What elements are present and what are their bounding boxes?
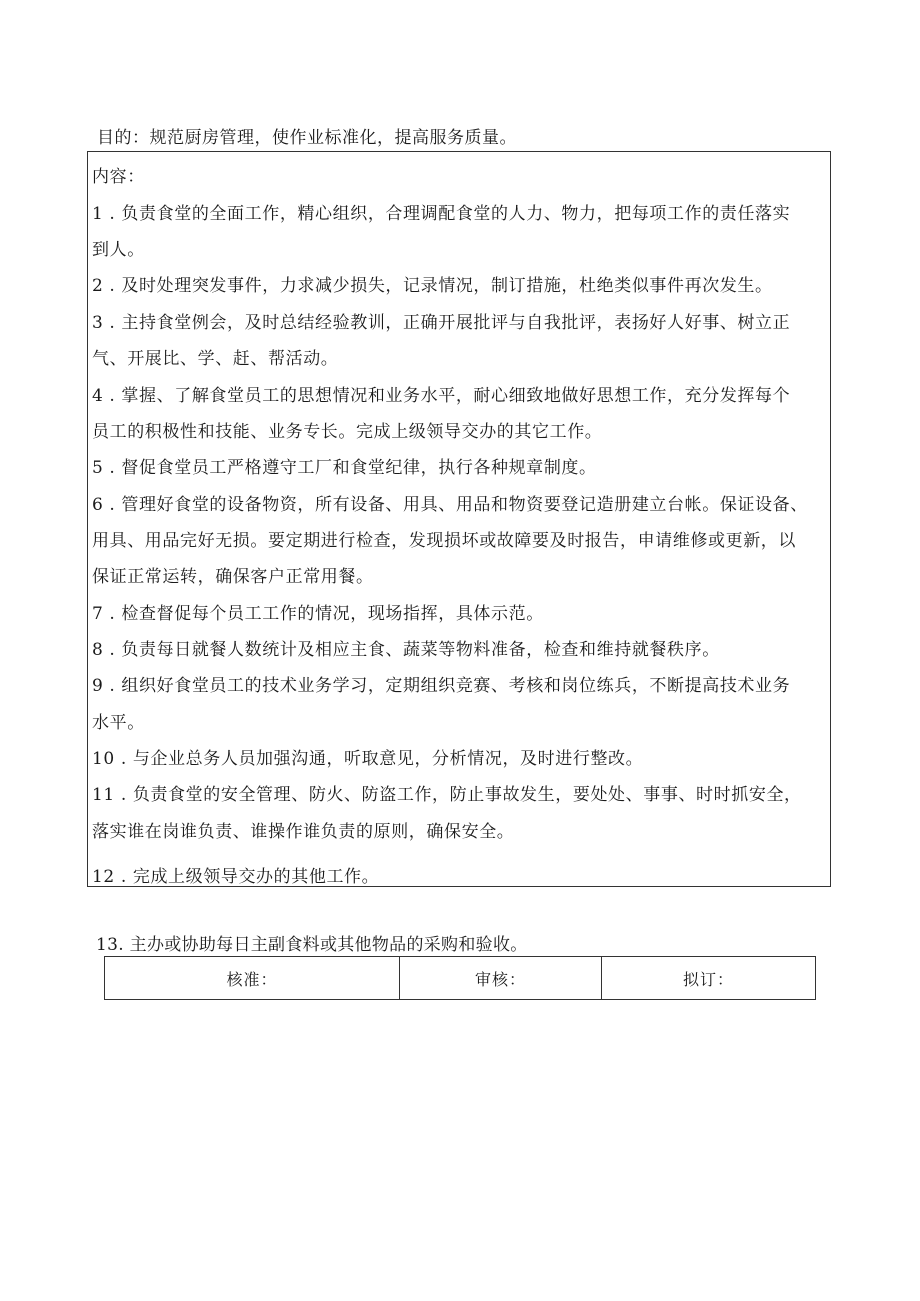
duty-line: 到人。 xyxy=(92,240,145,260)
duty-line: 水平。 xyxy=(92,713,145,733)
extra-duty-note: 13. 主办或协助每日主副食料或其他物品的采购和验收。 xyxy=(96,935,528,955)
duty-line: 3 . 主持食堂例会，及时总结经验教训，正确开展批评与自我批评，表扬好人好事、树立正 xyxy=(92,313,791,333)
duty-line: 11 . 负责食堂的安全管理、防火、防盗工作，防止事故发生，要处处、事事、时时抓安全， xyxy=(92,785,802,805)
duty-line: 保证正常运转，确保客户正常用餐。 xyxy=(92,567,374,587)
duty-line: 9 . 组织好食堂员工的技术业务学习，定期组织竞赛、考核和岗位练兵，不断提高技术业务 xyxy=(92,676,791,696)
purpose-statement: 目的：规范厨房管理，使作业标准化，提高服务质量。 xyxy=(97,128,517,148)
duty-line: 8 . 负责每日就餐人数统计及相应主食、蔬菜等物料准备，检查和维持就餐秩序。 xyxy=(92,640,720,660)
duty-line: 1 . 负责食堂的全面工作，精心组织，合理调配食堂的人力、物力，把每项工作的责任落实 xyxy=(92,204,791,224)
signoff-row xyxy=(105,957,816,1000)
duty-line: 10 . 与企业总务人员加强沟通，听取意见，分析情况，及时进行整改。 xyxy=(92,749,644,769)
duty-line: 5 . 督促食堂员工严格遵守工厂和食堂纪律，执行各种规章制度。 xyxy=(92,458,597,478)
duty-line: 落实谁在岗谁负责、谁操作谁负责的原则，确保安全。 xyxy=(92,822,515,842)
duty-line: 气、开展比、学、赶、帮活动。 xyxy=(92,349,339,369)
duty-line: 12 . 完成上级领导交办的其他工作。 xyxy=(92,867,380,887)
duty-line: 2 . 及时处理突发事件，力求减少损失，记录情况，制订措施，杜绝类似事件再次发生。 xyxy=(92,276,773,296)
draft-cell: 拟订： xyxy=(602,957,816,1000)
duty-line: 6 . 管理好食堂的设备物资，所有设备、用具、用品和物资要登记造册建立台帐。保证设备、 xyxy=(92,495,808,515)
content-heading: 内容： xyxy=(92,167,145,187)
duty-line: 用具、用品完好无损。要定期进行检查，发现损坏或故障要及时报告，申请维修或更新，以 xyxy=(92,531,796,551)
approve-cell: 核准： xyxy=(105,957,400,1000)
review-cell: 审核： xyxy=(400,957,602,1000)
duty-line: 7 . 检查督促每个员工工作的情况，现场指挥，具体示范。 xyxy=(92,604,544,624)
duty-line: 员工的积极性和技能、业务专长。完成上级领导交办的其它工作。 xyxy=(92,422,603,442)
signoff-table xyxy=(104,956,816,1000)
duty-line: 4 . 掌握、了解食堂员工的思想情况和业务水平，耐心细致地做好思想工作，充分发挥每个 xyxy=(92,386,791,406)
duties-content-box xyxy=(87,151,831,887)
